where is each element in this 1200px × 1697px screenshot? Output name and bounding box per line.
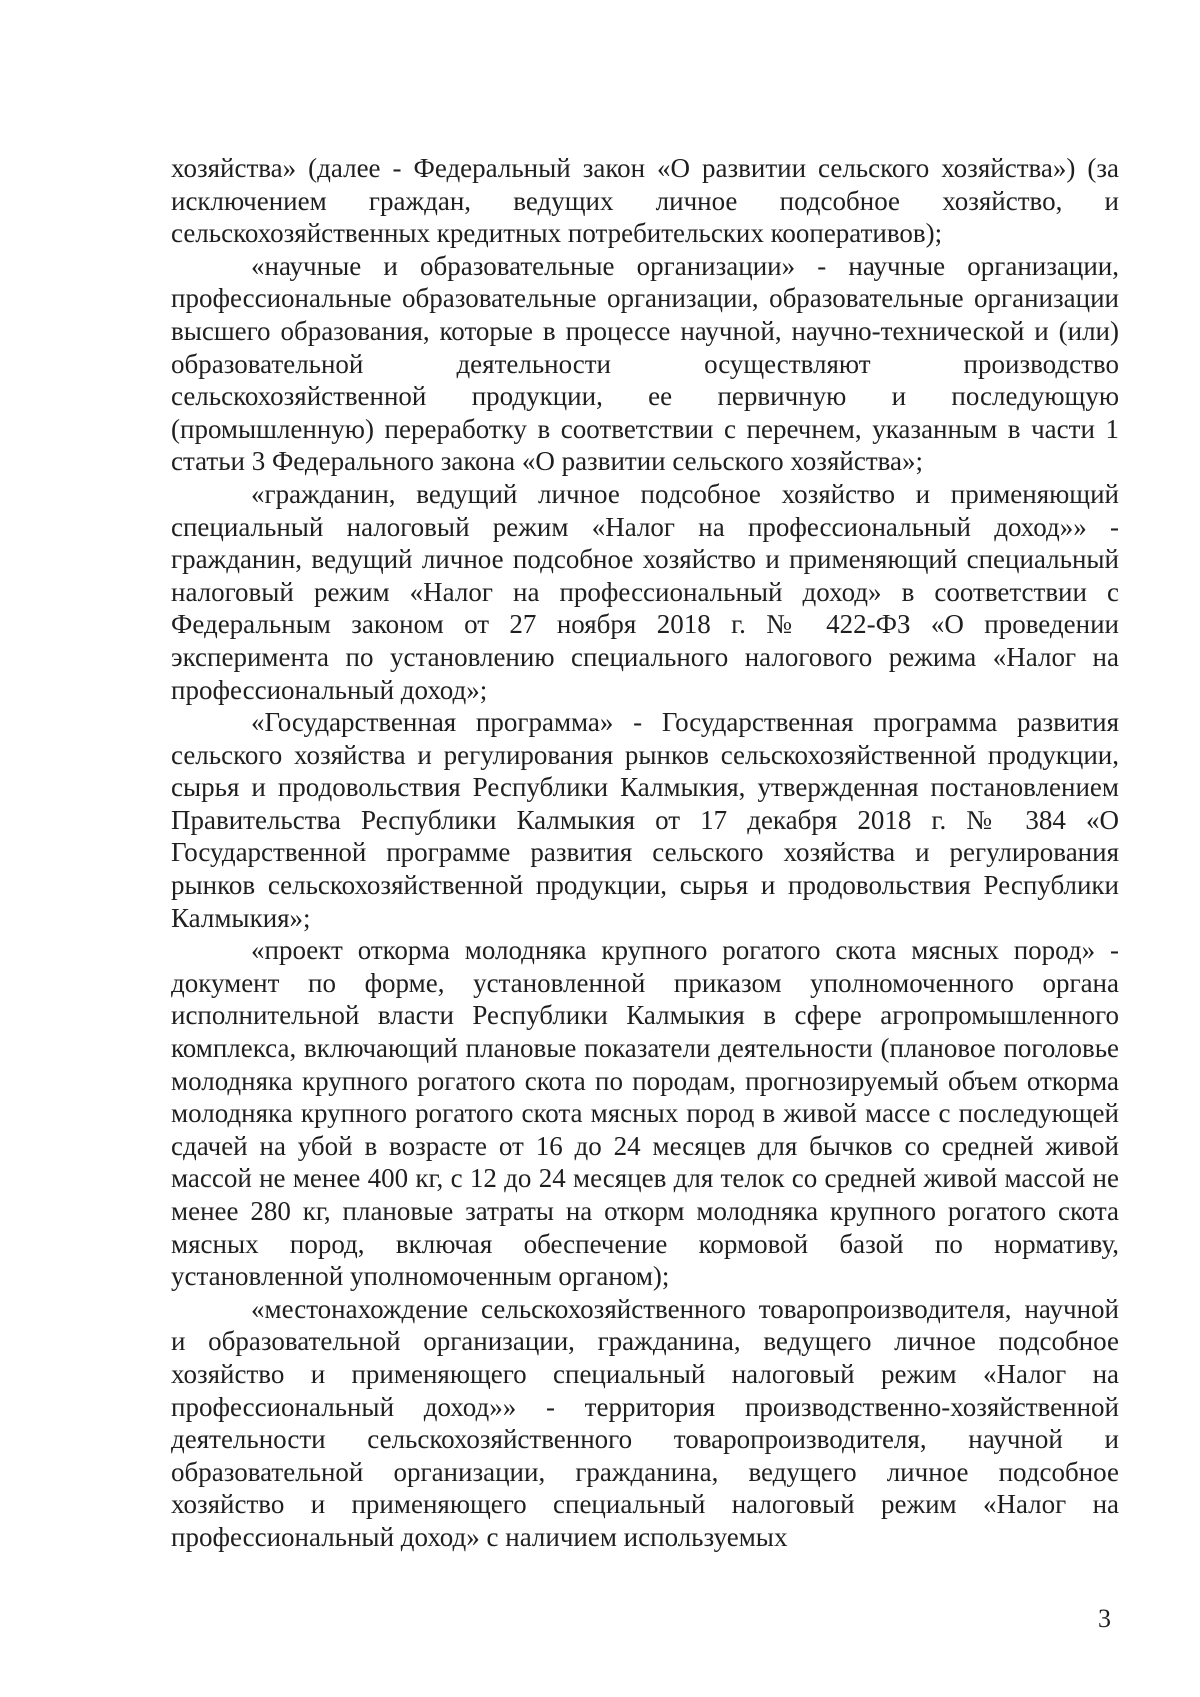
page-number: 3 bbox=[1098, 1604, 1111, 1633]
paragraph-definition-cattle-fattening-project: «проект откорма молодняка крупного рогатого скота мясных пород» - документ по форме, установленной приказом уполномоченного органа исполнительной власти Республики Калмыкия в сфере агропромышленного комплекса, включающий плановые показатели деятельности (плановое поголовье молодняка крупного рогатого скота по породам, прогнозируемый объем откорма молодняка крупного рогатого скота мясных пород в живой массе с последующей сдачей на убой в возрасте от 16 до 24 месяцев для бычков со средней живой массой не менее 400 кг, с 12 до 24 месяцев для телок со средней живой массой не менее 280 кг, плановые затраты на откорм молодняка крупного рогатого скота мясных пород, включая обеспечение кормовой базой по нормативу, установленной уполномоченным органом); bbox=[171, 935, 1119, 1292]
paragraph-continuation: хозяйства» (далее - Федеральный закон «О развитии сельского хозяйства») (за исключением граждан, ведущих личное подсобное хозяйство, и сельскохозяйственных кредитных потребительских кооперативов); bbox=[171, 153, 1119, 249]
paragraph-definition-location: «местонахождение сельскохозяйственного товаропроизводителя, научной и образовательной организации, гражданина, ведущего личное подсобное хозяйство и применяющего специальный налоговый режим «Налог на профессиональный доход»» - территория производственно-хозяйственной деятельности сельскохозяйственного товаропроизводителя, научной и образовательной организации, гражданина, ведущего личное подсобное хозяйство и применяющего специальный налоговый режим «Налог на профессиональный доход» с наличием используемых bbox=[171, 1293, 1119, 1552]
paragraph-definition-citizen-personal-farm: «гражданин, ведущий личное подсобное хозяйство и применяющий специальный налоговый режим «Налог на профессиональный доход»» - гражданин, ведущий личное подсобное хозяйство и применяющий специальный налоговый режим «Налог на профессиональный доход» в соответствии с Федеральным законом от 27 ноября 2018 г. № 422-ФЗ «О проведении эксперимента по установлению специального налогового режима «Налог на профессиональный доход»; bbox=[171, 478, 1119, 705]
document-body bbox=[171, 152, 1119, 1554]
paragraph-definition-scientific-organizations: «научные и образовательные организации» - научные организации, профессиональные образовательные организации, образовательные организации высшего образования, которые в процессе научной, научно-технической и (или) образовательной деятельности осуществляют производство сельскохозяйственной продукции, ее первичную и последующую (промышленную) переработку в соответствии с перечнем, указанным в части 1 статьи 3 Федерального закона «О развитии сельского хозяйства»; bbox=[171, 250, 1119, 477]
paragraph-definition-state-program: «Государственная программа» - Государственная программа развития сельского хозяйства и регулирования рынков сельскохозяйственной продукции, сырья и продовольствия Республики Калмыкия, утвержденная постановлением Правительства Республики Калмыкия от 17 декабря 2018 г. № 384 «О Государственной программе развития сельского хозяйства и регулирования рынков сельскохозяйственной продукции, сырья и продовольствия Республики Калмыкия»; bbox=[171, 707, 1119, 933]
